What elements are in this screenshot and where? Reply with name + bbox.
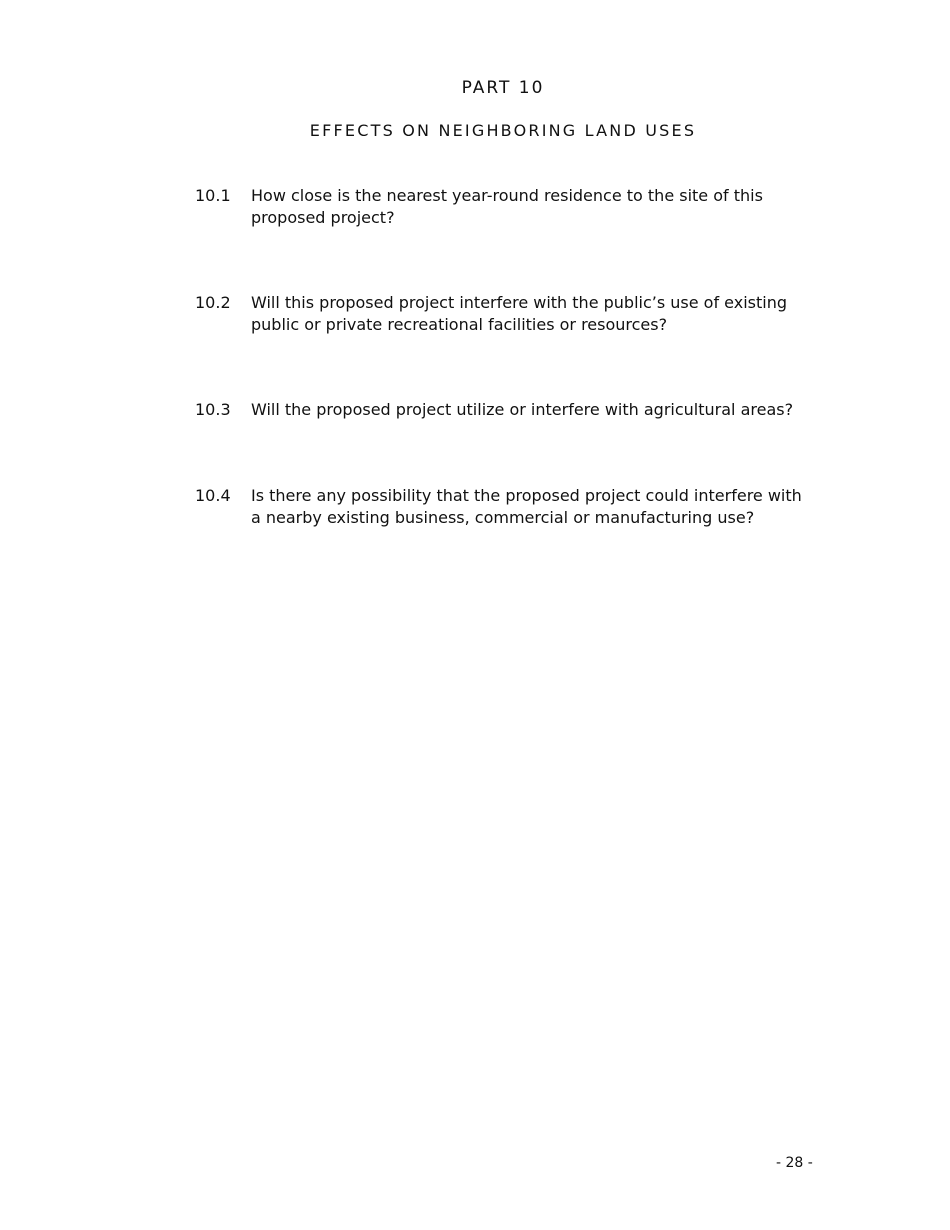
question-text: Will the proposed project utilize or interfere with agricultural areas? bbox=[251, 400, 794, 419]
question-text: Will this proposed project interfere with the public’s use of existing public or private recreational facilities or resources? bbox=[251, 293, 788, 334]
question-number: 10.1 bbox=[195, 186, 231, 205]
part-heading: PART 10 bbox=[461, 78, 545, 98]
page-number: - 28 - bbox=[776, 1155, 813, 1171]
question-number: 10.3 bbox=[195, 400, 231, 419]
question-number: 10.2 bbox=[195, 293, 231, 312]
question-text: How close is the nearest year-round residence to the site of this proposed project? bbox=[251, 186, 763, 227]
section-title: EFFECTS ON NEIGHBORING LAND USES bbox=[309, 121, 697, 140]
question-text: Is there any possibility that the proposed project could interfere with a nearby existing business, commercial or manufacturing use? bbox=[251, 486, 802, 527]
question-number: 10.4 bbox=[195, 486, 231, 505]
